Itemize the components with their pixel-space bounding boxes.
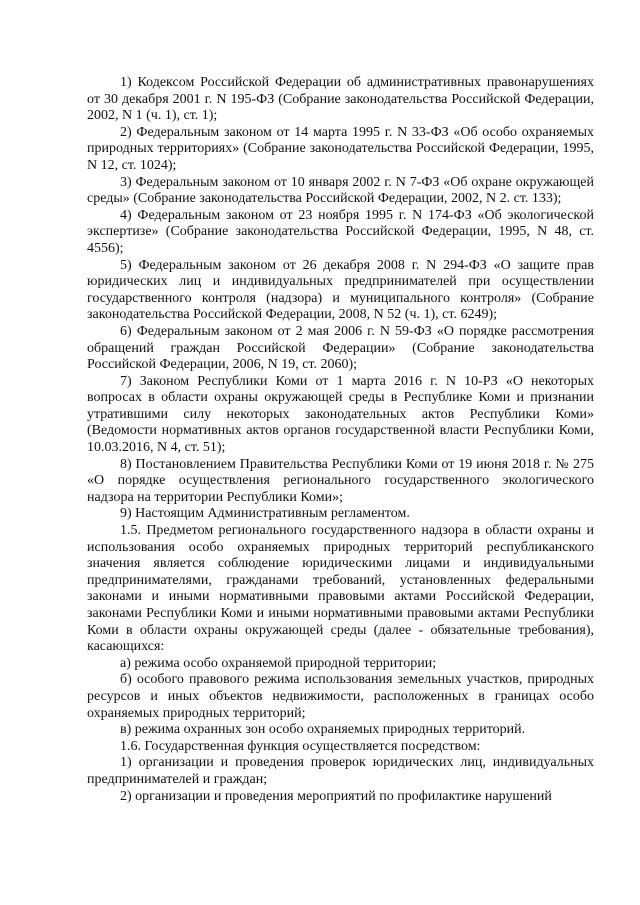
- list-item-komi-resolution: 8) Постановлением Правительства Республики Коми от 19 июня 2018 г. № 275 «О порядке осуществления регионального государственного экологического надзора на территории Республики Коми»;: [87, 456, 594, 505]
- function-item-1: 1) организации и проведения проверок юридических лиц, индивидуальных предпринимателей и граждан;: [87, 755, 594, 787]
- list-item-law-59fz: 6) Федеральным законом от 2 мая 2006 г. N 59-ФЗ «О порядке рассмотрения обращений граждан Российской Федерации» (Собрание законодательства Российской Федерации, 2006, N 19, ст. 2060);: [87, 323, 594, 373]
- section-1-6: 1.6. Государственная функция осуществляется посредством:: [120, 738, 481, 754]
- sub-item-b: б) особого правового режима использования земельных участков, природных ресурсов и иных объектов недвижимости, расположенных в границах особо охраняемых природных территорий;: [87, 672, 594, 721]
- section-1-5: 1.5. Предметом регионального государственного надзора в области охраны и использования особо охраняемых природных территорий республиканского значения является соблюдение юридическими лицами и индивидуальными предпринимателями, гражданами требований, установленных федеральными законами и иными нормативными правовыми актами Российской Федерации, законами Республики Коми и иными нормативными правовыми актами Республики Коми в области охраны окружающей среды (далее - обязательные требования), касающихся:: [87, 523, 594, 655]
- function-item-2: 2) организации и проведения мероприятий по профилактике нарушений: [120, 788, 552, 804]
- list-item-codex: 1) Кодексом Российской Федерации об административных правонарушениях от 30 декабря 2001 г. N 195-ФЗ (Собрание законодательства Российской Федерации, 2002, N 1 (ч. 1), ст. 1);: [87, 75, 594, 124]
- sub-item-v: в) режима охранных зон особо охраняемых природных территорий.: [120, 722, 526, 738]
- list-item-law-174fz: 4) Федеральным законом от 23 ноября 1995 г. N 174-ФЗ «Об экологической экспертизе» (Собрание законодательства Российской Федерации, 1995, N 48, ст. 4556);: [87, 207, 594, 256]
- list-item-law-7fz: 3) Федеральным законом от 10 января 2002 г. N 7-ФЗ «Об охране окружающей среды» (Собрание законодательства Российской Федерации, 2002, N 2. ст. 133);: [87, 174, 594, 207]
- list-item-komi-law: 7) Законом Республики Коми от 1 марта 2016 г. N 10-РЗ «О некоторых вопросах в области охраны окружающей среды в Республике Коми и признании утратившими силу некоторых законодательных актов Республики Коми» (Ведомости нормативных актов органов государственной власти Республики Коми, 10.03.2016, N 4, ст. 51);: [87, 373, 594, 456]
- list-item-law-33fz: 2) Федеральным законом от 14 марта 1995 г. N 33-ФЗ «Об особо охраняемых природных территориях» (Собрание законодательства Российской Федерации, 1995, N 12, ст. 1024);: [87, 124, 594, 173]
- list-item-law-294fz: 5) Федеральным законом от 26 декабря 2008 г. N 294-ФЗ «О защите прав юридических лиц и индивидуальных предпринимателей при осуществлении государственного контроля (надзора) и муниципального контроля» (Собрание законодательства Российской Федерации, 2008, N 52 (ч. 1), ст. 6249);: [87, 257, 594, 323]
- document-body: [87, 75, 594, 805]
- sub-item-a: а) режима особо охраняемой природной территории;: [120, 655, 437, 671]
- list-item-regulation: 9) Настоящим Административным регламентом.: [120, 506, 410, 522]
